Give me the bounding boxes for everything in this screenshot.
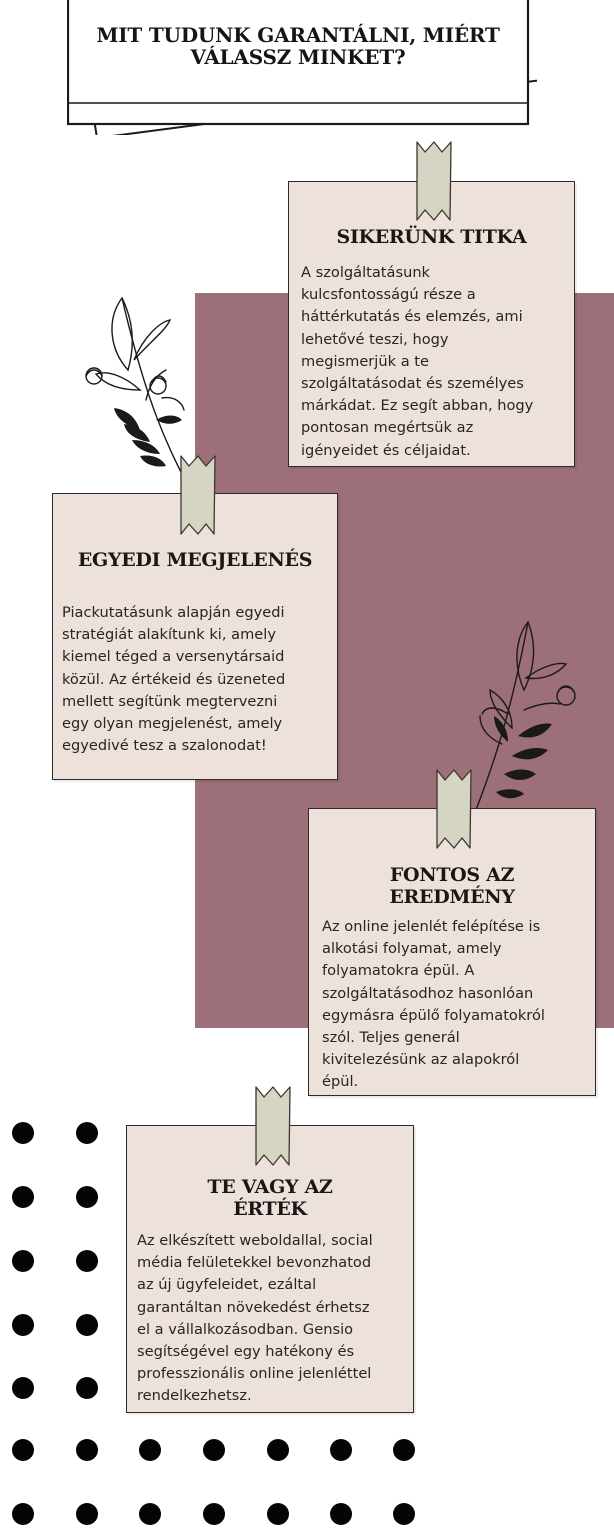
card-body-line: média felületekkel bevonzhatod	[137, 1254, 372, 1272]
card-body	[301, 262, 574, 462]
card-body	[62, 602, 337, 757]
tape-strip	[414, 140, 454, 222]
card-body-line: rendelkezhetsz.	[137, 1387, 252, 1405]
decorative-dot	[393, 1439, 415, 1461]
card-body-line: kiemel téged a versenytársaid	[62, 648, 285, 666]
info-card-egyedi-megjelenes	[52, 493, 338, 780]
title-frame	[67, 0, 529, 126]
decorative-dot	[76, 1250, 98, 1272]
card-title: EGYEDI MEGJELENÉS	[77, 549, 313, 571]
card-title: SIKERÜNK TITKA	[336, 226, 527, 248]
decorative-dot	[12, 1439, 34, 1461]
decorative-dot	[12, 1250, 34, 1272]
card-body-line: márkádat. Ez segít abban, hogy	[301, 397, 534, 415]
card-title	[309, 864, 595, 908]
card-body-line: egy olyan megjelenést, amely	[62, 715, 283, 733]
tape-strip	[434, 768, 474, 850]
decorative-dot	[12, 1377, 34, 1399]
card-title-line: TE VAGY AZ	[207, 1176, 333, 1198]
card-body	[322, 916, 595, 1094]
card-body-line: Piackutatásunk alapján egyedi	[62, 604, 285, 621]
card-body-line: szolgáltatásodat és személyes	[301, 375, 524, 393]
card-body-line: Az elkészített weboldallal, social	[137, 1232, 373, 1249]
decorative-dot	[76, 1186, 98, 1208]
decorative-dot	[76, 1503, 98, 1525]
card-body	[137, 1230, 413, 1408]
card-body-line: pontosan megértsük az	[301, 419, 474, 437]
decorative-dot	[12, 1186, 34, 1208]
card-body-line: Az online jelenlét felépítése is	[322, 918, 541, 935]
decorative-dot	[12, 1314, 34, 1336]
card-body-line: kivitelezésünk az alapokról	[322, 1051, 520, 1069]
card-body-line: folyamatokra épül. A	[322, 962, 475, 980]
card-body-line: szolgáltatásodhoz hasonlóan	[322, 984, 534, 1002]
tape-strip	[178, 454, 218, 536]
card-body-line: el a vállalkozásodban. Gensio	[137, 1320, 354, 1338]
card-body-line: közül. Az értékeid és üzeneted	[62, 670, 286, 688]
card-body-line: stratégiát alakítunk ki, amely	[62, 626, 276, 644]
decorative-dot	[330, 1503, 352, 1525]
card-body-line: garantáltan növekedést érhetsz	[137, 1298, 370, 1316]
card-body-line: szól. Teljes generál	[322, 1029, 460, 1047]
card-body-line: megismerjük a te	[301, 352, 429, 370]
card-body-line: lehetővé teszi, hogy	[301, 330, 449, 348]
decorative-dot	[139, 1439, 161, 1461]
card-body-line: mellett segítünk megtervezni	[62, 692, 278, 710]
card-body-line: alkotási folyamat, amely	[322, 940, 502, 958]
info-card-te-vagy-az-ertek	[126, 1125, 414, 1413]
decorative-dot	[267, 1503, 289, 1525]
card-body-line: igényeidet és céljaidat.	[301, 441, 471, 459]
page-title	[67, 24, 529, 68]
decorative-dot	[203, 1439, 225, 1461]
decorative-dot	[139, 1503, 161, 1525]
card-body-line: egyedivé tesz a szalonodat!	[62, 737, 267, 755]
card-title-line: EREDMÉNY	[389, 886, 515, 908]
decorative-dot	[203, 1503, 225, 1525]
card-body-line: az új ügyfeleidet, ezáltal	[137, 1276, 317, 1294]
card-body-line: A szolgáltatásunk	[301, 264, 431, 281]
page-title-line-1: MIT TUDUNK GARANTÁLNI, MIÉRT	[96, 23, 500, 47]
card-body-line: háttérkutatás és elemzés, ami	[301, 308, 523, 326]
info-card-fontos-az-eredmeny	[308, 808, 596, 1096]
card-body-line: professzionális online jelenléttel	[137, 1365, 372, 1383]
decorative-dot	[267, 1439, 289, 1461]
tape-strip	[253, 1085, 293, 1167]
card-body-line: segítségével egy hatékony és	[137, 1343, 355, 1361]
decorative-dot	[76, 1439, 98, 1461]
card-title-line: FONTOS AZ	[389, 864, 515, 886]
decorative-dot	[76, 1377, 98, 1399]
decorative-dot	[12, 1122, 34, 1144]
card-body-line: egymásra épülő folyamatokról	[322, 1006, 545, 1024]
card-body-line: épül.	[322, 1073, 359, 1091]
decorative-dot	[76, 1314, 98, 1336]
decorative-dot	[76, 1122, 98, 1144]
card-title	[127, 1176, 413, 1220]
decorative-dot	[330, 1439, 352, 1461]
decorative-dot	[12, 1503, 34, 1525]
info-card-sikerunk-titka	[288, 181, 575, 467]
card-body-line: kulcsfontosságú része a	[301, 286, 476, 304]
leaf-branch-illustration-right	[468, 618, 583, 813]
page-title-line-2: VÁLASSZ MINKET?	[190, 45, 406, 69]
card-title-line: ÉRTÉK	[233, 1198, 307, 1220]
decorative-dot	[393, 1503, 415, 1525]
